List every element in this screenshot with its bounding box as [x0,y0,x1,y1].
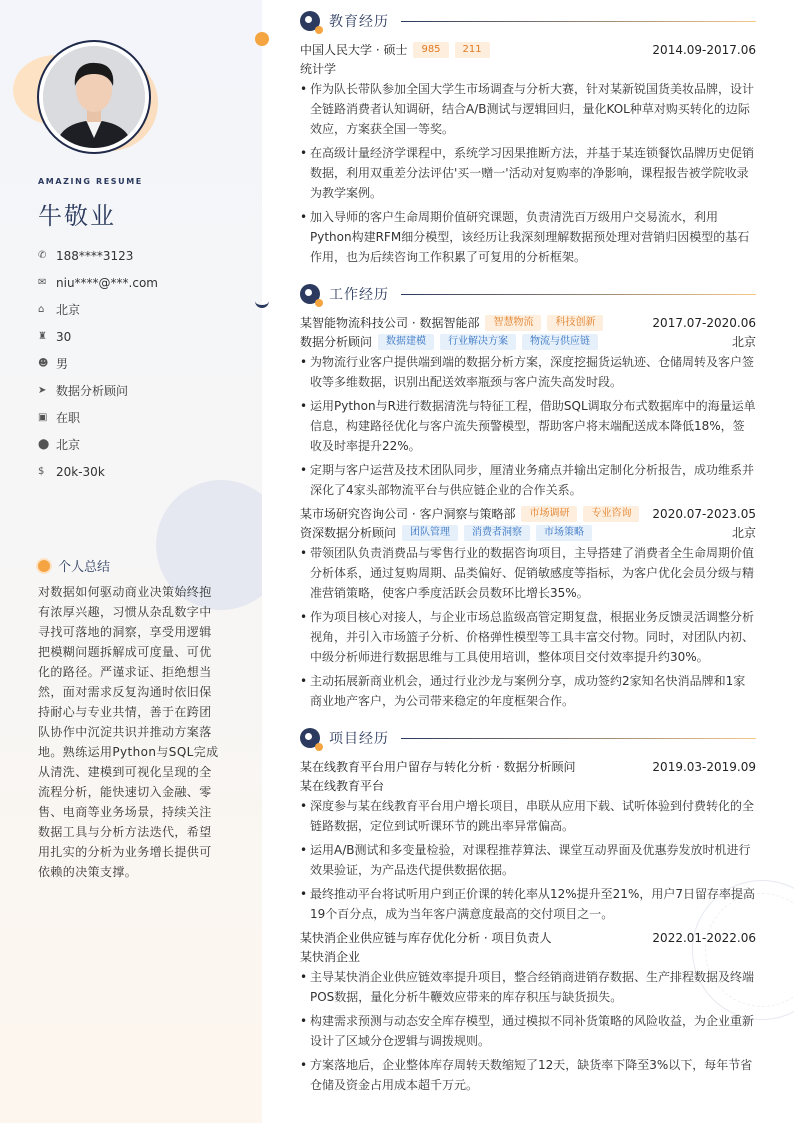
job-city: 北京 [731,335,756,349]
contact-info-text: 在职 [56,411,81,425]
job-date: 2017.07-2020.06 [652,315,756,330]
briefcase-icon: ▣ [38,412,48,423]
education-date: 2014.09-2017.06 [652,42,756,57]
list-item: • 作为队长带队参加全国大学生市场调查与分析大赛，针对某新锐国货美妆品牌，设计全链路消费者认知调研，结合A/B测试与逻辑回归，量化KOL种草对购买转化的边际效应，方案获全国一等奖。 [300,79,756,139]
contact-info-item [38,377,158,404]
project-org: 某在线教育平台 [300,779,385,793]
summary-heading [38,556,110,575]
summary-title: 个人总结 [58,560,111,575]
location-icon: ⬤ [38,439,50,450]
school-name: 中国人民大学 · 硕士 [300,43,408,57]
work-section [300,281,756,711]
major: 统计学 [300,62,337,76]
contact-info-text: 北京 [56,303,81,317]
education-row [300,40,756,59]
bullet-dot-icon [38,560,50,572]
gender-icon: ☻ [38,358,49,369]
avatar-frame [37,40,151,154]
section-divider [401,21,756,22]
list-item: • 最终推动平台将试听用户到正价课的转化率从12%提升至21%，用户7日留存率提高19个百分点，成为当年客户满意度最高的交付项目之一。 [300,884,756,924]
project-name: 某在线教育平台用户留存与转化分析 · 数据分析顾问 [300,760,576,774]
decorative-arc [255,298,269,308]
role-tag: 市场策略 [536,525,592,541]
job-date: 2020.07-2023.05 [652,506,756,521]
section-title: 教育经历 [329,14,389,30]
school-tag: 211 [455,42,490,58]
school-tag: 985 [413,42,448,58]
section-icon [300,284,320,304]
mail-icon: ✉ [38,277,47,288]
contact-info-text: niu****@***.com [56,275,158,290]
company-tag: 智慧物流 [485,315,541,331]
role-tag: 行业解决方案 [440,334,516,350]
project-org: 某快消企业 [300,950,361,964]
main-content [300,8,756,1109]
education-bullets [300,79,756,267]
home-icon: ⌂ [38,304,45,315]
section-title: 工作经历 [329,287,389,303]
contact-info-item [38,269,158,296]
send-icon: ➤ [38,385,47,396]
project-name: 某快消企业供应链与库存优化分析 · 项目负责人 [300,931,552,945]
section-title: 项目经历 [329,731,389,747]
section-heading [300,281,756,307]
projects-section [300,725,756,1095]
contact-info-list [38,242,158,485]
list-item: • 加入导师的客户生命周期价值研究课题，负责清洗百万级用户交易流水，利用Python构建RFM细分模型，该经历让我深刻理解数据预处理对营销归因模型的基石作用，也为后续咨询工作积累了可复用的分析框架。 [300,207,756,267]
section-heading [300,8,756,34]
contact-info-item [38,404,158,431]
job-entry [300,313,756,500]
portrait-image [43,46,145,148]
contact-info-item [38,458,158,485]
list-item: • 在高级计量经济学课程中，系统学习因果推断方法，并基于某连锁餐饮品牌历史促销数据，利用双重差分法评估'买一赠一'活动对复购率的净影响，课程报告被学院收录为教学案例。 [300,143,756,203]
company-tag: 市场调研 [521,506,577,522]
list-item: • 深度参与某在线教育平台用户增长项目，串联从应用下载、试听体验到付费转化的全链路数据，定位到试听课环节的跳出率异常偏高。 [300,796,756,836]
company-tag: 专业咨询 [583,506,639,522]
resume-tagline: AMAZING RESUME [38,177,143,186]
list-item: • 构建需求预测与动态安全库存模型，通过模拟不同补货策略的风险收益，为企业重新设计了区域分仓逻辑与调拨规则。 [300,1011,756,1051]
list-item: • 运用Python与R进行数据清洗与特征工程，借助SQL调取分布式数据库中的海量运单信息，构建路径优化与客户流失预警模型，帮助客户将末端配送成本降低18%，签收及时率提升22%。 [300,396,756,456]
job-role: 数据分析顾问 [300,335,373,349]
contact-info-text: 188****3123 [56,248,134,263]
project-entry [300,757,756,924]
contact-info-text: 男 [56,357,69,371]
list-item: • 作为项目核心对接人，与企业市场总监级高管定期复盘，根据业务反馈灵活调整分析视角，并引入市场篮子分析、价格弹性模型等工具丰富交付物。同时，对团队内初、中级分析师进行数据思维与工具使用培训，整体项目交付效率提升约30%。 [300,607,756,667]
section-divider [401,738,756,739]
major-row [300,59,756,78]
contact-info-text: 20k-30k [56,464,105,479]
job-role: 资深数据分析顾问 [300,526,397,540]
project-date: 2019.03-2019.09 [652,759,756,774]
section-heading [300,725,756,751]
contact-info-item [38,431,158,458]
role-tag: 物流与供应链 [522,334,598,350]
contact-info-text: 北京 [56,438,81,452]
contact-info-item [38,296,158,323]
company-tag: 科技创新 [547,315,603,331]
contact-info-item [38,242,158,269]
list-item: • 为物流行业客户提供端到端的数据分析方案，深度挖掘货运轨迹、仓储周转及客户签收等多维数据，识别出配送效率瓶颈与客户流失高发时段。 [300,352,756,392]
cake-icon: ♜ [38,331,47,342]
company-name: 某智能物流科技公司 · 数据智能部 [300,316,480,330]
candidate-name: 牛敬业 [38,202,116,230]
salary-icon: $ [38,466,45,477]
section-icon [300,728,320,748]
job-city: 北京 [731,526,756,540]
sidebar [0,0,262,1123]
section-icon [300,11,320,31]
list-item: • 带领团队负责消费品与零售行业的数据咨询项目，主导搭建了消费者全生命周期价值分析体系，通过复购周期、品类偏好、促销敏感度等指标，为客户优化会员分级与精准营销策略，使客户季度活跃会员数环比增长35%。 [300,543,756,603]
list-item: • 运用A/B测试和多变量检验，对课程推荐算法、课堂互动界面及优惠券发放时机进行效果验证，为产品迭代提供数据依据。 [300,840,756,880]
phone-icon: ✆ [38,250,47,261]
list-item: • 主动拓展新商业机会，通过行业沙龙与案例分享，成功签约2家知名快消品牌和1家商业地产客户，为公司带来稳定的年度框架合作。 [300,671,756,711]
summary-text: 对数据如何驱动商业决策始终抱有浓厚兴趣，习惯从杂乱数字中寻找可落地的洞察，享受用逻辑把模糊问题拆解成可度量、可优化的路径。严谨求证、拒绝想当然，面对需求反复沟通时依旧保持耐心与专业共情，善于在跨团队协作中沉淀共识并推动方案落地。熟练运用Python与SQL完成从清洗、建模到可视化呈现的全流程分析，能快速切入金融、零售、电商等业务场景，持续关注数据工具与分析方法迭代，希望用扎实的分析为业务增长提供可依赖的决策支撑。 [38,585,219,879]
project-date: 2022.01-2022.06 [652,930,756,945]
decorative-dot [255,32,269,46]
list-item: • 主导某快消企业供应链效率提升项目，整合经销商进销存数据、生产排程数据及终端POS数据，量化分析牛鞭效应带来的库存积压与缺货损失。 [300,967,756,1007]
job-entry [300,504,756,711]
role-tag: 团队管理 [402,525,458,541]
role-tag: 消费者洞察 [464,525,530,541]
company-name: 某市场研究咨询公司 · 客户洞察与策略部 [300,507,516,521]
contact-info-item [38,323,158,350]
role-tag: 数据建模 [378,334,434,350]
avatar [43,46,145,148]
contact-info-text: 30 [56,329,72,344]
education-section [300,8,756,267]
project-entry [300,928,756,1095]
contact-info-item [38,350,158,377]
contact-info-text: 数据分析顾问 [56,384,129,398]
section-divider [401,294,756,295]
list-item: • 定期与客户运营及技术团队同步，厘清业务痛点并输出定制化分析报告，成功维系并深化了4家头部物流平台与供应链企业的合作关系。 [300,460,756,500]
list-item: • 方案落地后，企业整体库存周转天数缩短了12天，缺货率下降至3%以下，每年节省仓储及资金占用成本超千万元。 [300,1055,756,1095]
